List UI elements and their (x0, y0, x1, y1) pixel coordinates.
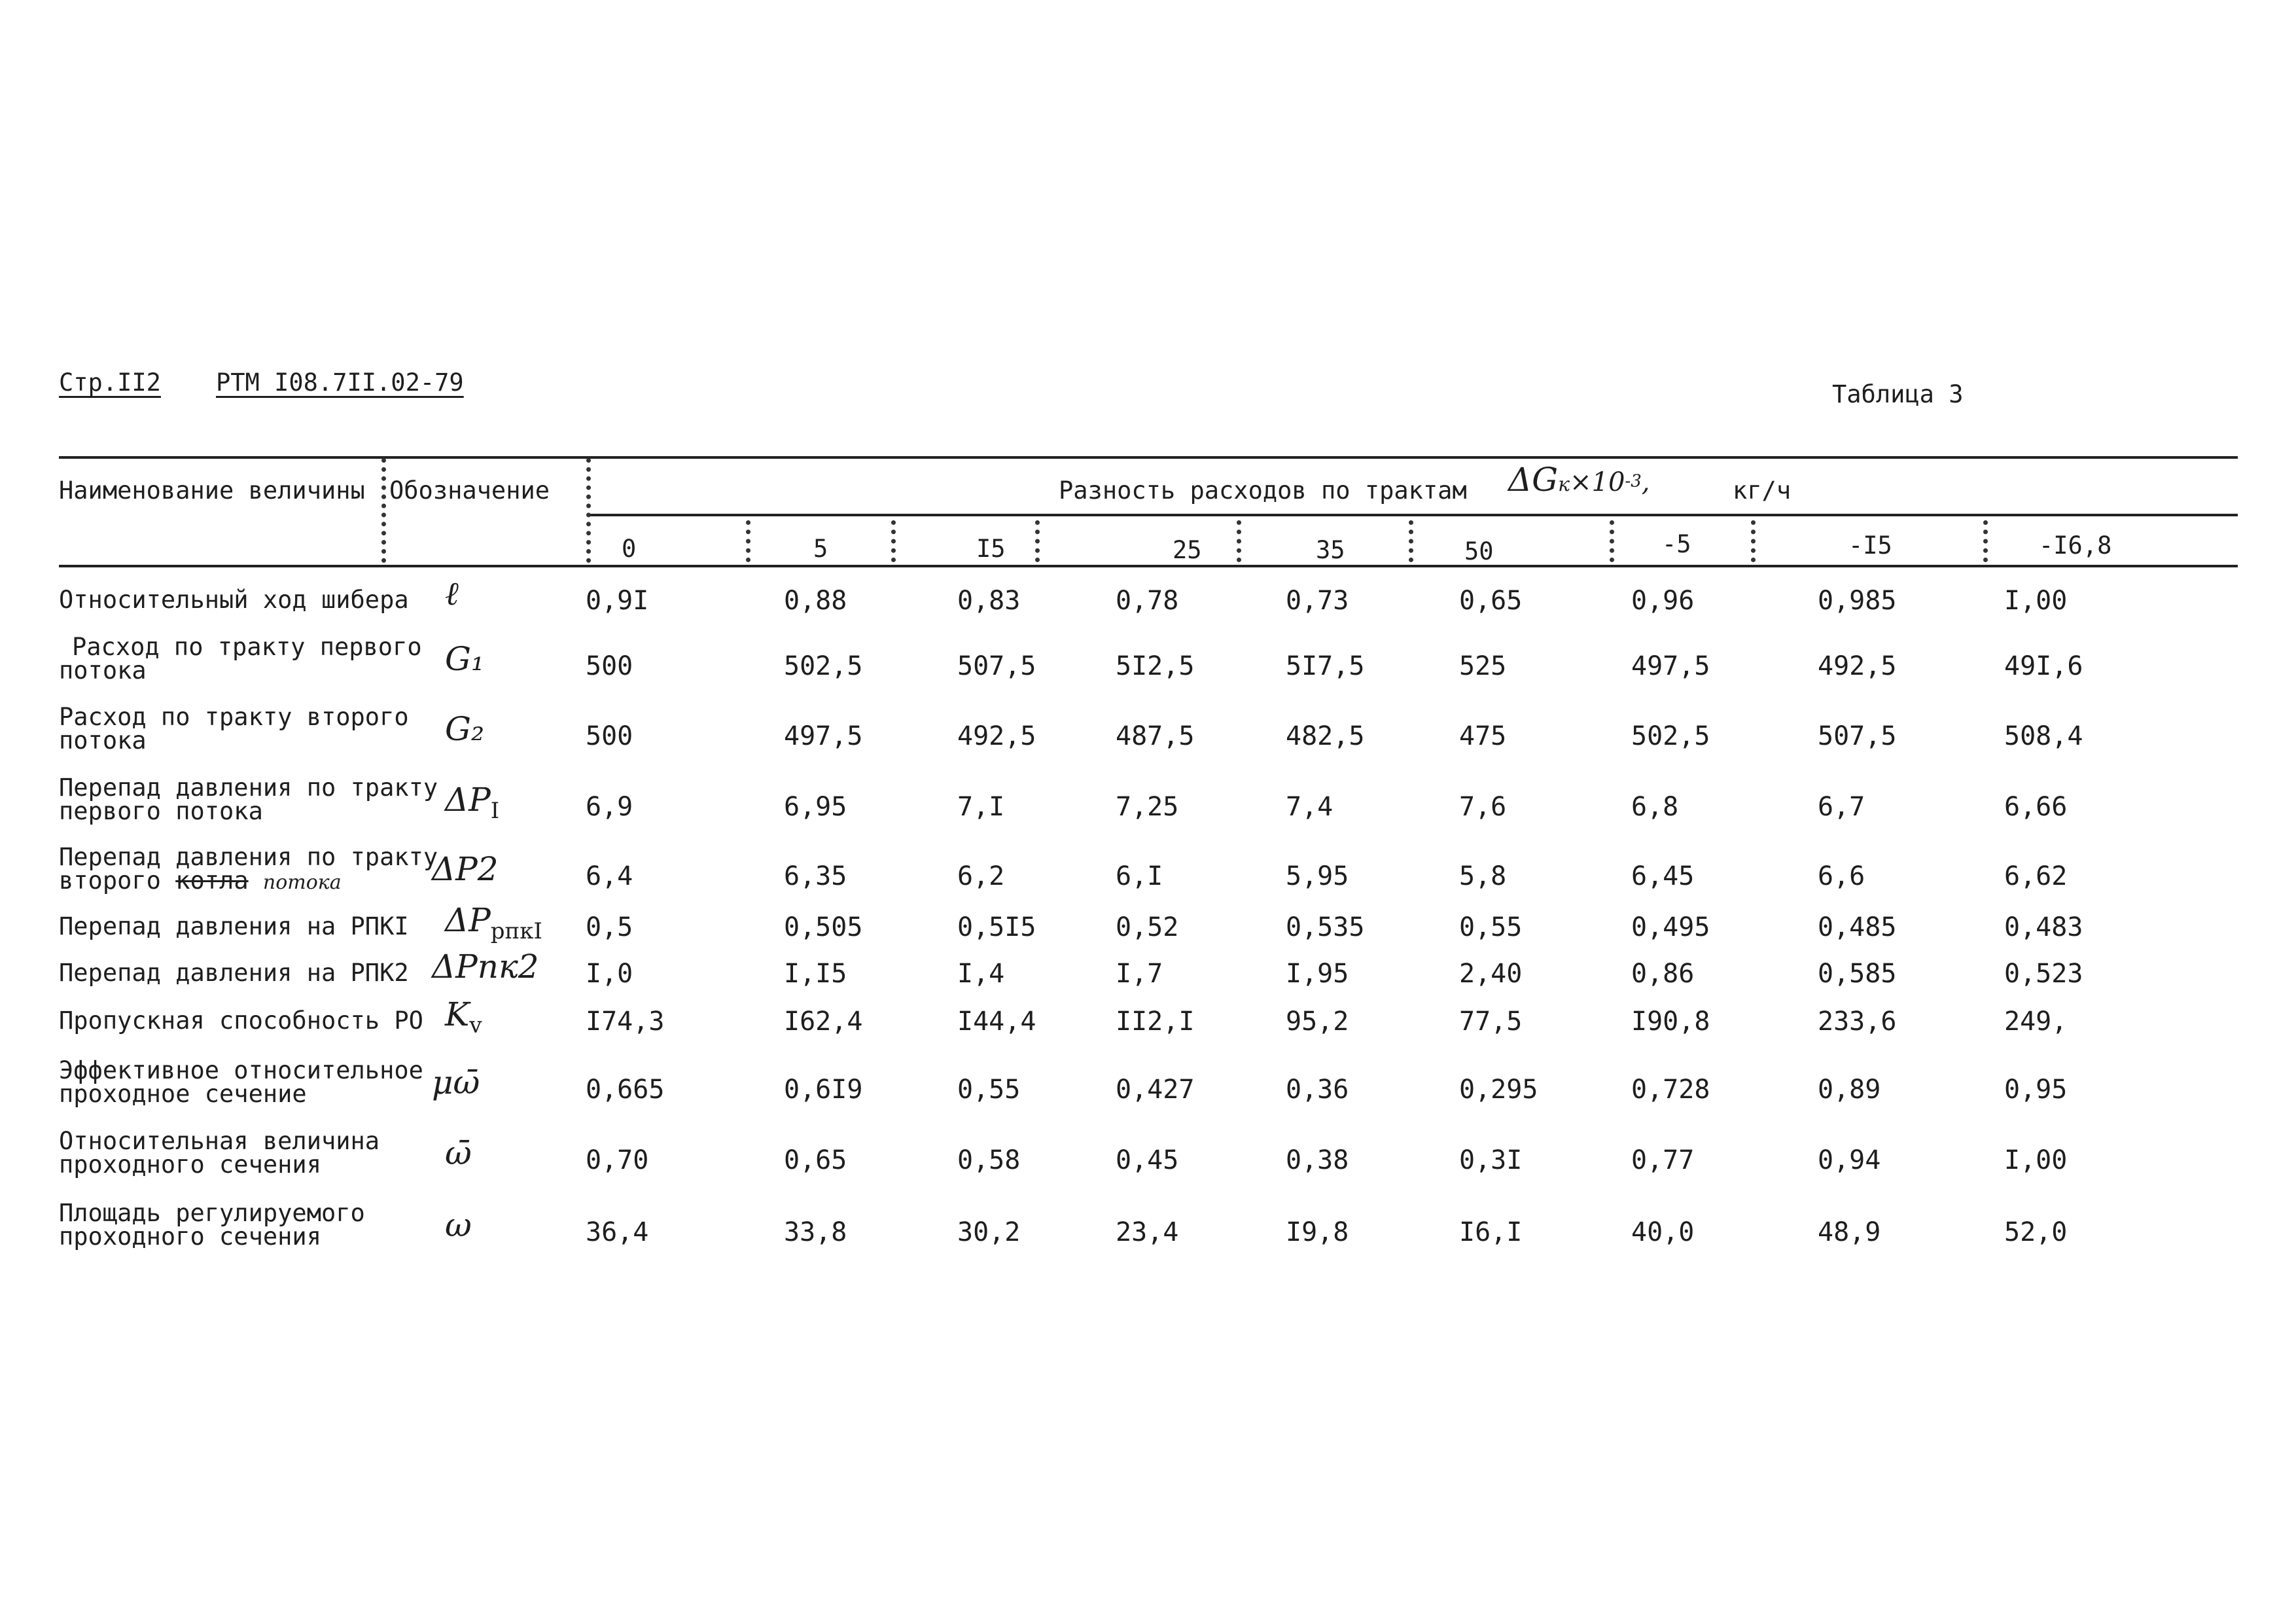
row-name-line: Пропускная способность РО (59, 1007, 423, 1035)
table-cell: 0,70 (586, 1145, 649, 1175)
row-symbol: μω̄ (432, 1063, 480, 1101)
table-cell: 0,45 (1116, 1145, 1179, 1175)
table-cell: 2,40 (1459, 959, 1523, 989)
table-cell: 0,55 (1459, 912, 1523, 942)
separator-col-6 (1610, 520, 1614, 562)
col-header: 0 (622, 535, 637, 563)
col-header: 25 (1173, 536, 1202, 564)
row-symbol: G₁ (445, 640, 484, 678)
table-cell: 77,5 (1459, 1007, 1523, 1037)
row-name-line: Перепад давления на РПКI (59, 912, 409, 940)
row-symbol: G₂ (445, 710, 484, 748)
table-cell: 0,77 (1631, 1145, 1695, 1175)
table-cell: 0,65 (784, 1145, 847, 1175)
table-cell: 500 (586, 721, 633, 751)
table-cell: 497,5 (1631, 651, 1710, 681)
row-symbol: ΔP2 (432, 850, 499, 888)
col-header: 35 (1316, 536, 1345, 564)
table-cell: 0,55 (957, 1075, 1021, 1105)
table-cell: 23,4 (1116, 1217, 1179, 1247)
row-symbol: ΔРпк2 (432, 948, 539, 986)
table-cell: 52,0 (2004, 1217, 2068, 1247)
table-cell: 497,5 (784, 721, 863, 751)
table-cell: 0,94 (1818, 1145, 1881, 1175)
row-name-line: Перепад давления по тракту (59, 843, 438, 871)
table-cell: 0,495 (1631, 912, 1710, 942)
table-cell: 0,38 (1286, 1145, 1349, 1175)
table-cell: 0,585 (1818, 959, 1897, 989)
table-cell: 6,6 (1818, 861, 1865, 891)
table-cell: 5I2,5 (1116, 651, 1195, 681)
table-cell: 0,728 (1631, 1075, 1710, 1105)
table-cell: 0,52 (1116, 912, 1179, 942)
table-cell: 7,25 (1116, 792, 1179, 822)
table-cell: 0,665 (586, 1075, 665, 1105)
table-cell: 0,483 (2004, 912, 2083, 942)
row-symbol: ω̄ (445, 1134, 472, 1172)
separator-col-3 (1035, 520, 1040, 562)
row-name-line: первого потока (59, 797, 263, 825)
table-cell: 0,535 (1286, 912, 1365, 942)
row-symbol-subscript: v (469, 1012, 482, 1039)
table-cell: 0,58 (957, 1145, 1021, 1175)
table-cell: 492,5 (1818, 651, 1897, 681)
separator-col-5 (1409, 520, 1413, 562)
header-group-formula: $\Delta Gк\times 10^{-3}$, (1508, 461, 1650, 499)
row-name-line: Площадь регулируемого (59, 1199, 365, 1227)
table-cell: 0,485 (1818, 912, 1897, 942)
header-unit: кг/ч (1733, 476, 1792, 505)
table-cell: I,I5 (784, 959, 847, 989)
table-cell: 233,6 (1818, 1007, 1897, 1037)
table-cell: 49I,6 (2004, 651, 2083, 681)
separator-symbol-values (586, 458, 591, 563)
header-name: Наименование величины (59, 476, 365, 505)
table-cell: 0,5 (586, 912, 633, 942)
row-name-line: проходного сечения (59, 1150, 321, 1179)
table-cell: 502,5 (784, 651, 863, 681)
row-symbol: $\Delta P_I$ (445, 781, 500, 824)
row-name-line: Перепад давления на РПК2 (59, 959, 409, 987)
table-cell: 0,83 (957, 586, 1021, 616)
row-name-line: Перепад давления по тракту (59, 774, 438, 802)
page-reference: Стр.II2 (59, 368, 161, 397)
col-header: 5 (813, 535, 828, 563)
row-name-line: второго котла потока (59, 866, 342, 895)
header-symbol: Обозначение (389, 476, 550, 505)
table-cell: I9,8 (1286, 1217, 1349, 1247)
table-cell: 48,9 (1818, 1217, 1881, 1247)
table-cell: 30,2 (957, 1217, 1021, 1247)
table-cell: I90,8 (1631, 1007, 1710, 1037)
table-cell: 0,89 (1818, 1075, 1881, 1105)
table-cell: I62,4 (784, 1007, 863, 1037)
table-cell: I6,I (1459, 1217, 1523, 1247)
separator-name-symbol (381, 458, 386, 563)
table-cell: 0,73 (1286, 586, 1349, 616)
col-header: 50 (1464, 537, 1494, 565)
table-cell: 40,0 (1631, 1217, 1695, 1247)
standard-code: РТМ I08.7II.02-79 (216, 368, 464, 397)
row-name-line: проходного сечения (59, 1222, 321, 1251)
row-symbol: $\Delta P_{рпкI}$ (445, 901, 542, 944)
delta-g-subscript: к (1558, 473, 1570, 496)
header-group-title: Разность расходов по трактам (1059, 476, 1467, 505)
row-name-line: Эффективное относительное (59, 1056, 423, 1084)
table-cell: 6,2 (957, 861, 1005, 891)
table-cell: 7,I (957, 792, 1005, 822)
table-cell: 0,36 (1286, 1075, 1349, 1105)
row-name-line: проходное сечение (59, 1080, 307, 1108)
table-cell: I,0 (586, 959, 633, 989)
table-cell: 6,45 (1631, 861, 1695, 891)
table-cell: 0,295 (1459, 1075, 1538, 1105)
row-symbol-subscript: I (490, 798, 500, 824)
table-cell: 0,9I (586, 586, 649, 616)
table-cell: 6,66 (2004, 792, 2068, 822)
table-cell: I44,4 (957, 1007, 1036, 1037)
table-cell: 6,I (1116, 861, 1163, 891)
table-cell: 0,3I (1459, 1145, 1523, 1175)
table-cell: II2,I (1116, 1007, 1195, 1037)
row-symbol: ℓ (445, 575, 459, 613)
exponent: -3 (1625, 471, 1642, 491)
table-cell: 0,5I5 (957, 912, 1036, 942)
row-symbol: ω (445, 1206, 472, 1244)
table-cell: I,00 (2004, 586, 2068, 616)
table-cell: 487,5 (1116, 721, 1195, 751)
table-label: Таблица 3 (1832, 380, 1964, 408)
table-header-bottom-rule (59, 565, 2238, 567)
col-header: -I5 (1848, 531, 1892, 560)
separator-col-2 (891, 520, 896, 562)
row-name-line: Относительный ход шибера (59, 586, 409, 614)
table-cell: 5,8 (1459, 861, 1507, 891)
table-cell: I,00 (2004, 1145, 2068, 1175)
col-header: -5 (1662, 530, 1691, 558)
table-cell: 507,5 (1818, 721, 1897, 751)
struck-word: котла (175, 866, 249, 895)
table-cell: 0,96 (1631, 586, 1695, 616)
row-name-line: Относительная величина (59, 1127, 380, 1155)
table-cell: 0,523 (2004, 959, 2083, 989)
table-cell: 0,505 (784, 912, 863, 942)
table-cell: 6,4 (586, 861, 633, 891)
table-cell: I74,3 (586, 1007, 665, 1037)
table-cell: 0,78 (1116, 586, 1179, 616)
table-cell: 6,95 (784, 792, 847, 822)
separator-col-1 (746, 520, 751, 562)
row-name-line: Расход по тракту первого (72, 633, 422, 661)
separator-col-7 (1751, 520, 1756, 562)
delta-g-symbol: ΔG (1508, 461, 1559, 499)
table-cell: 6,35 (784, 861, 847, 891)
separator-col-4 (1237, 520, 1241, 562)
table-cell: 492,5 (957, 721, 1036, 751)
row-name-line: Расход по тракту второго (59, 703, 409, 731)
table-cell: 0,95 (2004, 1075, 2068, 1105)
table-group-rule (588, 514, 2238, 516)
table-cell: I,95 (1286, 959, 1349, 989)
table-cell: 5I7,5 (1286, 651, 1365, 681)
table-cell: 0,427 (1116, 1075, 1195, 1105)
table-cell: 0,65 (1459, 586, 1523, 616)
table-cell: 0,6I9 (784, 1075, 863, 1105)
table-cell: 36,4 (586, 1217, 649, 1247)
table-cell: 7,6 (1459, 792, 1507, 822)
table-cell: 6,62 (2004, 861, 2068, 891)
table-cell: 33,8 (784, 1217, 847, 1247)
table-cell: 0,985 (1818, 586, 1897, 616)
table-cell: 249, (2004, 1007, 2068, 1037)
table-cell: 502,5 (1631, 721, 1710, 751)
table-cell: 500 (586, 651, 633, 681)
row-name-line: потока (59, 726, 147, 755)
table-cell: 7,4 (1286, 792, 1333, 822)
table-cell: 508,4 (2004, 721, 2083, 751)
multiplier: ×10 (1569, 467, 1625, 497)
table-cell: 0,86 (1631, 959, 1695, 989)
table-cell: 6,9 (586, 792, 633, 822)
handwritten-correction: потока (262, 871, 342, 894)
table-cell: 6,8 (1631, 792, 1679, 822)
table-cell: 0,88 (784, 586, 847, 616)
row-name-line: потока (59, 656, 147, 685)
row-symbol-subscript: рпкI (490, 918, 542, 944)
separator-col-8 (1983, 520, 1988, 562)
row-symbol: $K_v$ (445, 995, 482, 1039)
table-cell: I,4 (957, 959, 1005, 989)
table-cell: 525 (1459, 651, 1507, 681)
table-cell: 482,5 (1286, 721, 1365, 751)
table-cell: I,7 (1116, 959, 1163, 989)
table-cell: 6,7 (1818, 792, 1865, 822)
table-cell: 95,2 (1286, 1007, 1349, 1037)
col-header: -I6,8 (2039, 531, 2112, 560)
table-cell: 475 (1459, 721, 1507, 751)
table-cell: 507,5 (957, 651, 1036, 681)
col-header: I5 (976, 535, 1006, 563)
table-cell: 5,95 (1286, 861, 1349, 891)
